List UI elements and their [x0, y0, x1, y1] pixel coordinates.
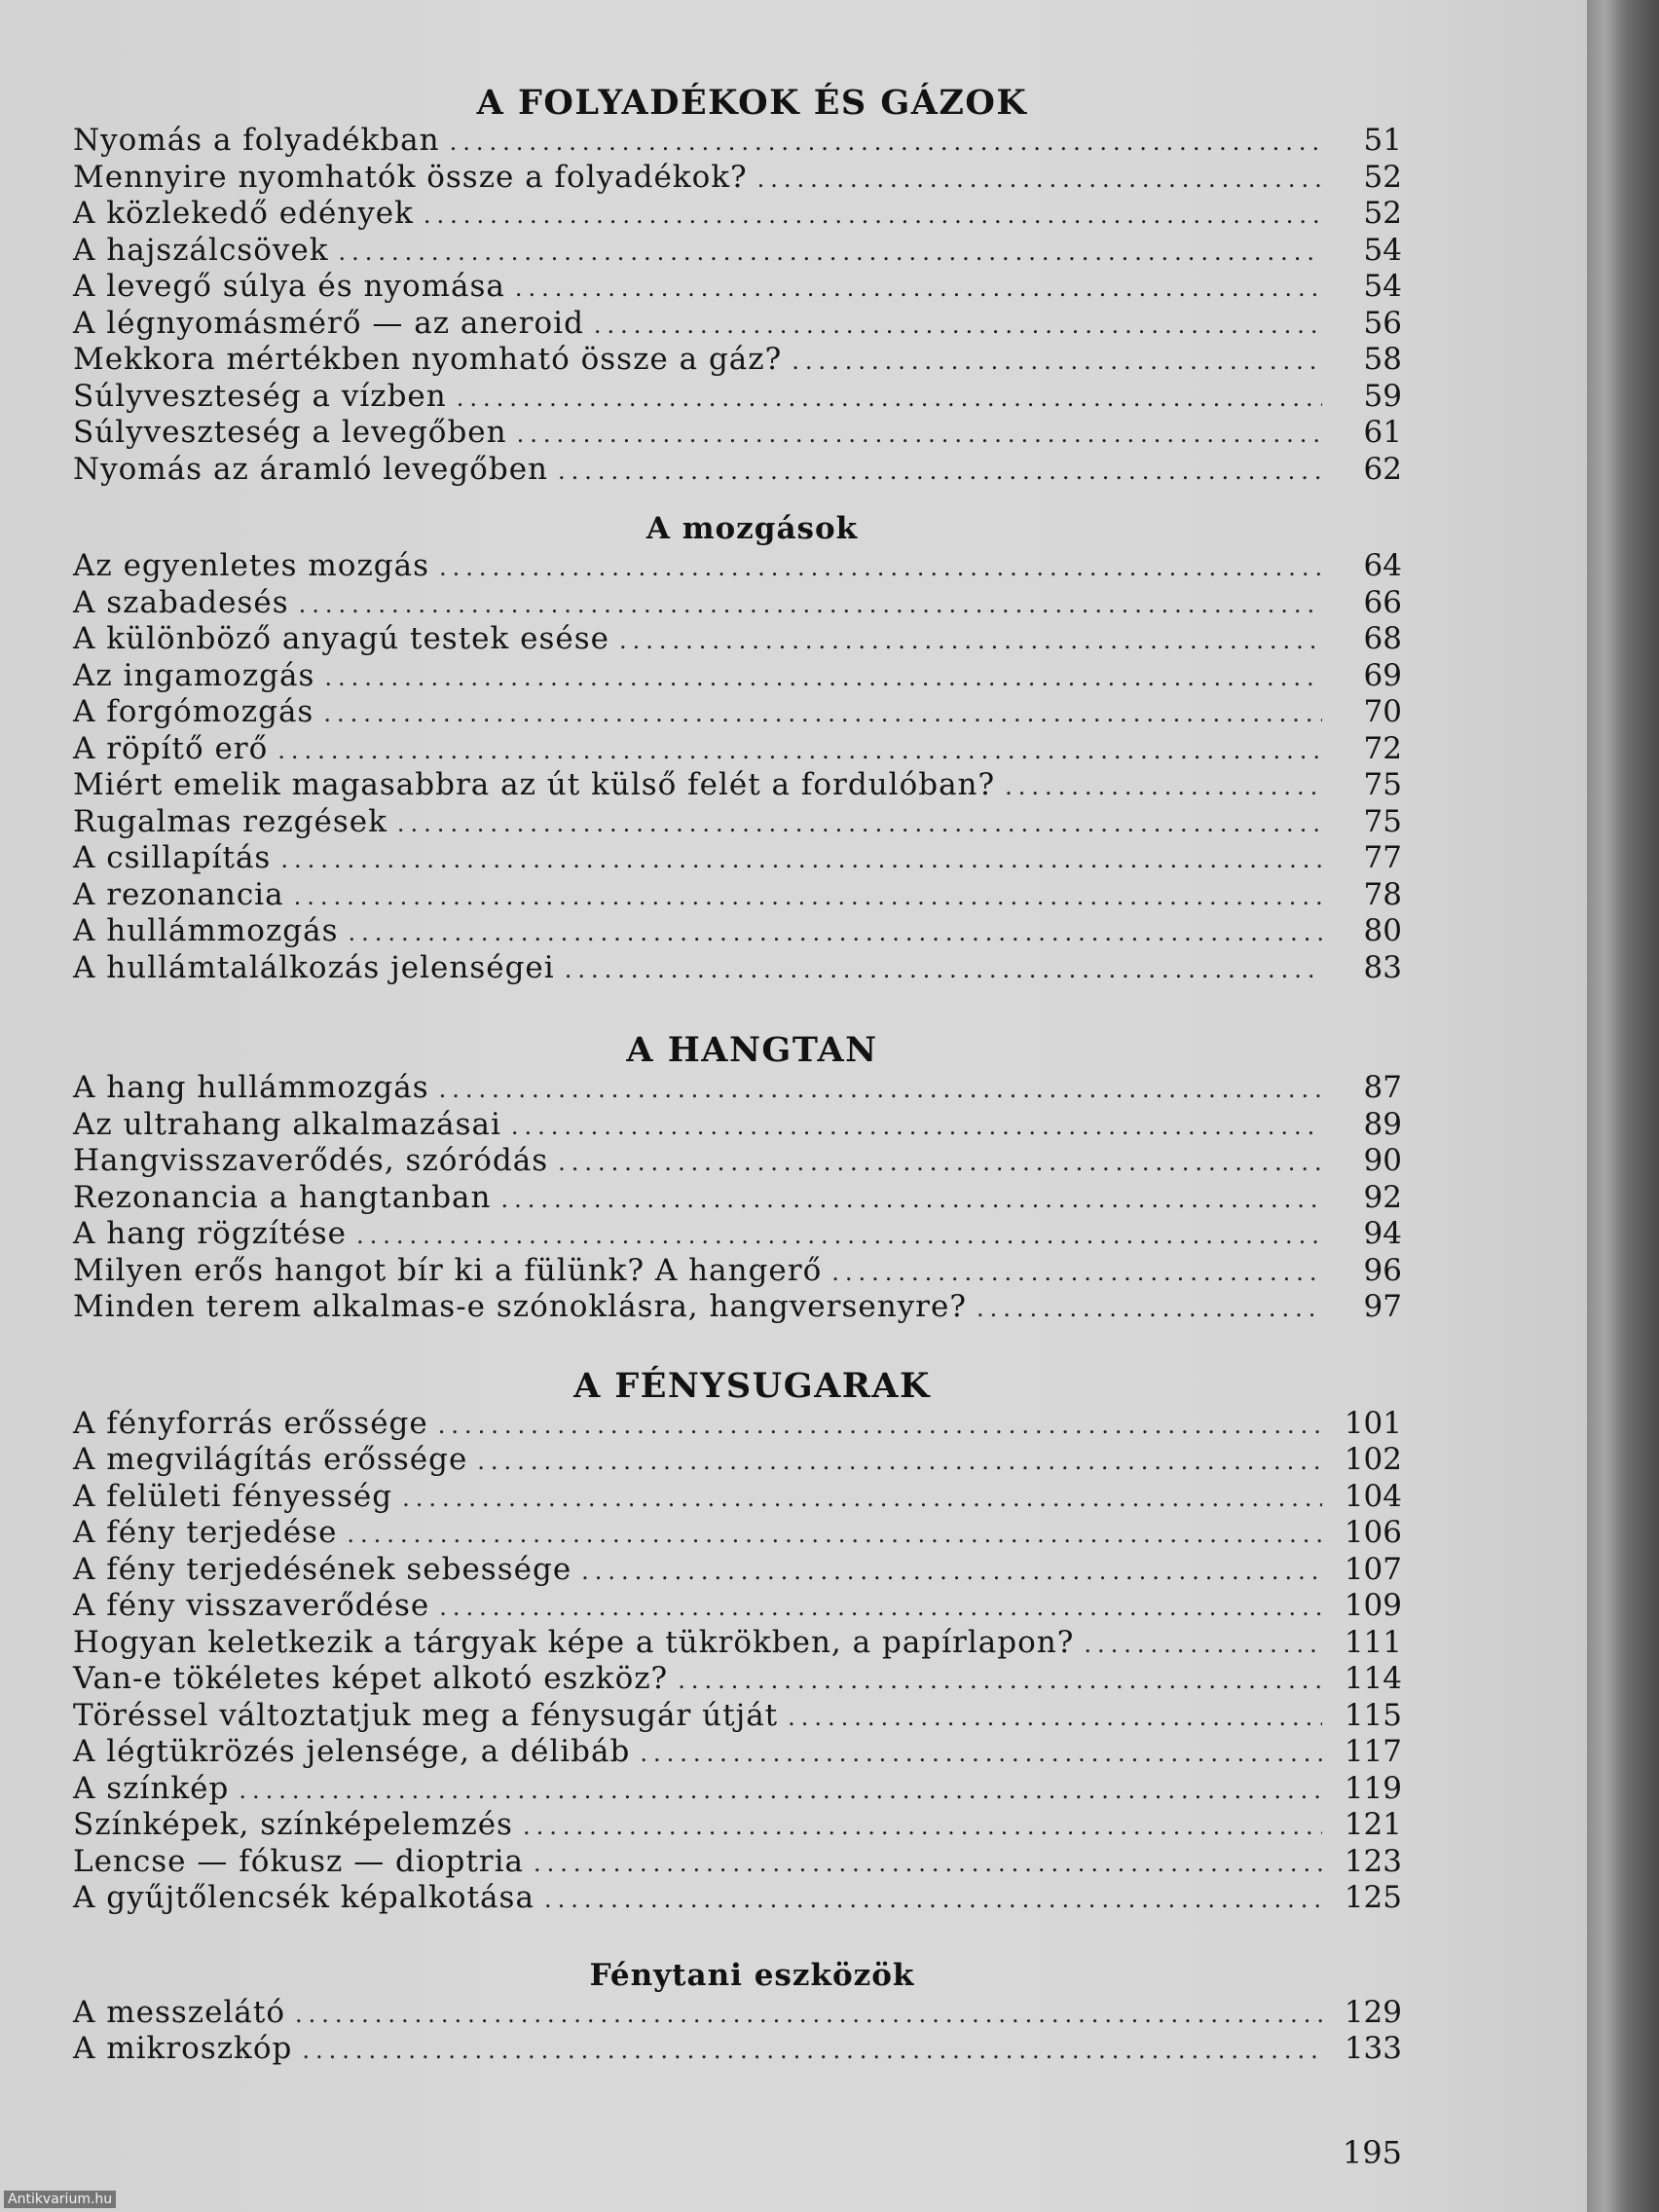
- dot-leader: [457, 385, 1322, 412]
- entry-page: 111: [1344, 1624, 1402, 1660]
- dot-leader: [594, 312, 1322, 339]
- toc-entry: [73, 1216, 1402, 1253]
- entry-title: Súlyveszteség a vízben: [73, 378, 447, 414]
- dot-leader: [239, 1777, 1322, 1804]
- entry-page: 69: [1363, 657, 1402, 693]
- entry-page: 121: [1344, 1807, 1402, 1842]
- toc-entry: [73, 840, 1402, 877]
- entry-page: 125: [1344, 1880, 1402, 1915]
- section-heading: Fénytani eszközök: [589, 1957, 915, 1993]
- entry-title: Van-e tökéletes képet alkotó eszköz?: [73, 1661, 669, 1696]
- toc-entry: [73, 269, 1402, 306]
- entry-page: 75: [1363, 767, 1402, 802]
- dot-leader: [515, 275, 1322, 302]
- entry-page: 77: [1363, 840, 1402, 875]
- toc-entry: [73, 1698, 1402, 1735]
- toc-entry: [73, 415, 1402, 452]
- dot-leader: [349, 919, 1322, 946]
- entry-page: 80: [1363, 913, 1402, 948]
- toc-entry: [73, 123, 1402, 160]
- dot-leader: [788, 1704, 1322, 1731]
- toc-section: [73, 1956, 1402, 2068]
- entry-title: Színképek, színképelemzés: [73, 1807, 513, 1842]
- dot-leader: [1084, 1631, 1322, 1658]
- toc-entry: [73, 585, 1402, 622]
- dot-leader: [757, 166, 1322, 193]
- dot-leader: [619, 627, 1322, 654]
- dot-leader: [534, 1850, 1322, 1877]
- entry-page: 114: [1344, 1661, 1402, 1696]
- toc-section: [73, 1031, 1402, 1326]
- toc-entry: [73, 548, 1402, 585]
- dot-leader: [339, 239, 1322, 266]
- entry-title: Nyomás a folyadékban: [73, 123, 440, 158]
- toc-entry: [73, 1143, 1402, 1180]
- dot-leader: [299, 591, 1322, 618]
- toc-entry: [73, 1734, 1402, 1771]
- entry-title: Az egyenletes mozgás: [73, 548, 430, 583]
- toc-entry: [73, 233, 1402, 270]
- entry-page: 52: [1363, 159, 1402, 195]
- toc-entry: [73, 1253, 1402, 1290]
- entry-title: A közlekedő edények: [73, 196, 414, 231]
- entry-title: A fényforrás erőssége: [73, 1405, 428, 1441]
- toc-entry: [73, 1442, 1402, 1479]
- entry-title: A megvilágítás erőssége: [73, 1442, 468, 1477]
- section-heading: A FOLYADÉKOK ÉS GÁZOK: [476, 83, 1028, 123]
- entry-page: 78: [1363, 876, 1402, 912]
- entry-page: 115: [1344, 1697, 1402, 1733]
- toc-entry: [73, 1180, 1402, 1217]
- dot-leader: [1005, 773, 1322, 800]
- entry-title: A hajszálcsövek: [73, 232, 329, 268]
- toc-entry: [73, 2031, 1402, 2068]
- entry-title: Súlyveszteség a levegőben: [73, 415, 507, 450]
- entry-page: 117: [1344, 1734, 1402, 1769]
- toc-entry: [73, 306, 1402, 343]
- dot-leader: [477, 1448, 1322, 1475]
- entry-page: 92: [1363, 1179, 1402, 1215]
- entry-title: Az ultrahang alkalmazásai: [73, 1106, 501, 1142]
- entry-title: A gyűjtőlencsék képalkotása: [73, 1880, 535, 1915]
- entry-title: Nyomás az áramló levegőben: [73, 451, 549, 487]
- entry-title: A röpítő erő: [73, 730, 269, 766]
- dot-leader: [402, 1485, 1322, 1512]
- entry-title: A hang hullámmozgás: [73, 1070, 429, 1105]
- toc-entry: [73, 950, 1402, 987]
- toc-entry: [73, 1070, 1402, 1107]
- dot-leader: [324, 664, 1322, 691]
- watermark: Antikvarium.hu: [4, 2191, 116, 2208]
- toc-entry: [73, 621, 1402, 658]
- dot-leader: [356, 1222, 1322, 1249]
- entry-page: 104: [1344, 1478, 1402, 1514]
- dot-leader: [581, 1558, 1322, 1585]
- toc-entry: [73, 1771, 1402, 1808]
- toc-entry: [73, 1995, 1402, 2032]
- dot-leader: [323, 700, 1322, 727]
- toc-entry: [73, 452, 1402, 489]
- toc-entry: [73, 877, 1402, 914]
- entry-title: Miért emelik magasabbra az út külső felét a fordulóban?: [73, 767, 996, 802]
- entry-title: A fény visszaverődése: [73, 1588, 430, 1623]
- dot-leader: [439, 1594, 1322, 1621]
- entry-page: 56: [1363, 305, 1402, 341]
- entry-page: 89: [1363, 1106, 1402, 1142]
- table-of-contents: [73, 84, 1402, 2068]
- toc-entry: [73, 767, 1402, 804]
- toc-entry: [73, 1807, 1402, 1844]
- entry-page: 129: [1344, 1994, 1402, 2030]
- entry-page: 54: [1363, 232, 1402, 268]
- dot-leader: [347, 1521, 1322, 1548]
- entry-page: 87: [1363, 1070, 1402, 1105]
- dot-leader: [523, 1813, 1322, 1840]
- entry-title: Rugalmas rezgések: [73, 803, 387, 839]
- toc-section: [73, 509, 1402, 986]
- entry-page: 75: [1363, 803, 1402, 839]
- entry-page: 51: [1363, 123, 1402, 158]
- entry-title: A mikroszkóp: [73, 2031, 293, 2066]
- entry-page: 90: [1363, 1143, 1402, 1178]
- entry-page: 72: [1363, 730, 1402, 766]
- entry-title: Rezonancia a hangtanban: [73, 1179, 492, 1215]
- entry-page: 54: [1363, 269, 1402, 304]
- toc-section: [73, 1367, 1402, 1917]
- toc-entry: [73, 1588, 1402, 1625]
- entry-title: A légtükrözés jelensége, a délibáb: [73, 1734, 631, 1769]
- entry-page: 59: [1363, 378, 1402, 414]
- toc-entry: [73, 196, 1402, 233]
- dot-leader: [511, 1113, 1322, 1140]
- toc-entry: [73, 1880, 1402, 1917]
- entry-title: Az ingamozgás: [73, 657, 315, 693]
- dot-leader: [558, 1149, 1322, 1176]
- toc-entry: [73, 1552, 1402, 1589]
- toc-entry: [73, 1479, 1402, 1516]
- entry-page: 123: [1344, 1843, 1402, 1879]
- entry-title: Mekkora mértékben nyomható össze a gáz?: [73, 342, 783, 377]
- entry-title: A fény terjedésének sebessége: [73, 1551, 572, 1587]
- toc-entry: [73, 804, 1402, 841]
- section-heading: A HANGTAN: [626, 1030, 878, 1070]
- entry-page: 70: [1363, 694, 1402, 729]
- entry-title: A hang rögzítése: [73, 1216, 347, 1251]
- entry-page: 106: [1344, 1515, 1402, 1550]
- section-heading: A mozgások: [645, 511, 859, 546]
- entry-title: A különböző anyagú testek esése: [73, 621, 610, 656]
- entry-title: Hogyan keletkezik a tárgyak képe a tükrökben, a papírlapon?: [73, 1624, 1075, 1660]
- dot-leader: [294, 883, 1322, 910]
- entry-title: Hangvisszaverődés, szóródás: [73, 1143, 549, 1178]
- page-edge: [1587, 0, 1659, 2212]
- toc-entry: [73, 1107, 1402, 1144]
- entry-title: A felületi fényesség: [73, 1478, 393, 1514]
- dot-leader: [302, 2037, 1322, 2064]
- entry-page: 96: [1363, 1252, 1402, 1288]
- entry-title: Milyen erős hangot bír ki a fülünk? A hangerő: [73, 1252, 823, 1288]
- entry-title: A fény terjedése: [73, 1515, 338, 1550]
- toc-entry: [73, 160, 1402, 197]
- dot-leader: [517, 421, 1322, 448]
- entry-title: A rezonancia: [73, 876, 284, 912]
- entry-page: 62: [1363, 451, 1402, 487]
- toc-entry: [73, 694, 1402, 731]
- entry-page: 94: [1363, 1216, 1402, 1251]
- entry-page: 58: [1363, 342, 1402, 377]
- dot-leader: [678, 1667, 1322, 1694]
- toc-entry: [73, 379, 1402, 416]
- entry-page: 61: [1363, 415, 1402, 450]
- entry-title: A levegő súlya és nyomása: [73, 269, 505, 304]
- entry-page: 66: [1363, 584, 1402, 620]
- entry-title: A hullámtalálkozás jelenségei: [73, 949, 555, 985]
- dot-leader: [977, 1295, 1322, 1322]
- dot-leader: [439, 1076, 1322, 1103]
- entry-title: A csillapítás: [73, 840, 272, 875]
- entry-page: 102: [1344, 1442, 1402, 1477]
- entry-title: A messzelátó: [73, 1994, 285, 2030]
- entry-page: 133: [1344, 2031, 1402, 2066]
- page-number: 195: [1342, 2134, 1402, 2171]
- entry-page: 52: [1363, 196, 1402, 231]
- toc-entry: [73, 731, 1402, 768]
- toc-entry: [73, 342, 1402, 379]
- toc-entry: [73, 1625, 1402, 1662]
- entry-page: 68: [1363, 621, 1402, 656]
- dot-leader: [439, 554, 1322, 581]
- entry-title: Töréssel változtatjuk meg a fénysugár útját: [73, 1697, 779, 1733]
- dot-leader: [450, 129, 1322, 156]
- entry-page: 119: [1344, 1770, 1402, 1806]
- dot-leader: [565, 956, 1322, 983]
- entry-title: A hullámmozgás: [73, 913, 339, 948]
- entry-page: 101: [1344, 1405, 1402, 1441]
- toc-entry: [73, 658, 1402, 695]
- entry-page: 107: [1344, 1551, 1402, 1587]
- entry-title: A szabadesés: [73, 584, 289, 620]
- dot-leader: [558, 458, 1322, 485]
- dot-leader: [831, 1259, 1322, 1286]
- entry-title: Lencse — fókusz — dioptria: [73, 1843, 524, 1879]
- dot-leader: [792, 348, 1322, 375]
- toc-section: [73, 84, 1402, 488]
- entry-page: 64: [1363, 548, 1402, 583]
- dot-leader: [544, 1886, 1322, 1913]
- toc-entry: [73, 1289, 1402, 1326]
- entry-page: 109: [1344, 1588, 1402, 1623]
- toc-entry: [73, 1406, 1402, 1443]
- dot-leader: [277, 737, 1322, 764]
- dot-leader: [397, 810, 1322, 837]
- dot-leader: [424, 202, 1322, 229]
- dot-leader: [295, 2001, 1322, 2028]
- toc-entry: [73, 1844, 1402, 1881]
- entry-title: Mennyire nyomhatók össze a folyadékok?: [73, 159, 748, 195]
- dot-leader: [438, 1412, 1322, 1439]
- entry-title: A színkép: [73, 1770, 230, 1806]
- dot-leader: [280, 846, 1322, 873]
- entry-page: 97: [1363, 1289, 1402, 1324]
- dot-leader: [640, 1740, 1322, 1767]
- toc-entry: [73, 1661, 1402, 1698]
- toc-entry: [73, 913, 1402, 950]
- entry-title: A forgómozgás: [73, 694, 314, 729]
- section-heading: A FÉNYSUGARAK: [573, 1365, 931, 1406]
- entry-title: Minden terem alkalmas-e szónoklásra, hangversenyre?: [73, 1289, 967, 1324]
- toc-entry: [73, 1515, 1402, 1552]
- entry-page: 83: [1363, 949, 1402, 985]
- dot-leader: [501, 1186, 1323, 1213]
- entry-title: A légnyomásmérő — az aneroid: [73, 305, 584, 341]
